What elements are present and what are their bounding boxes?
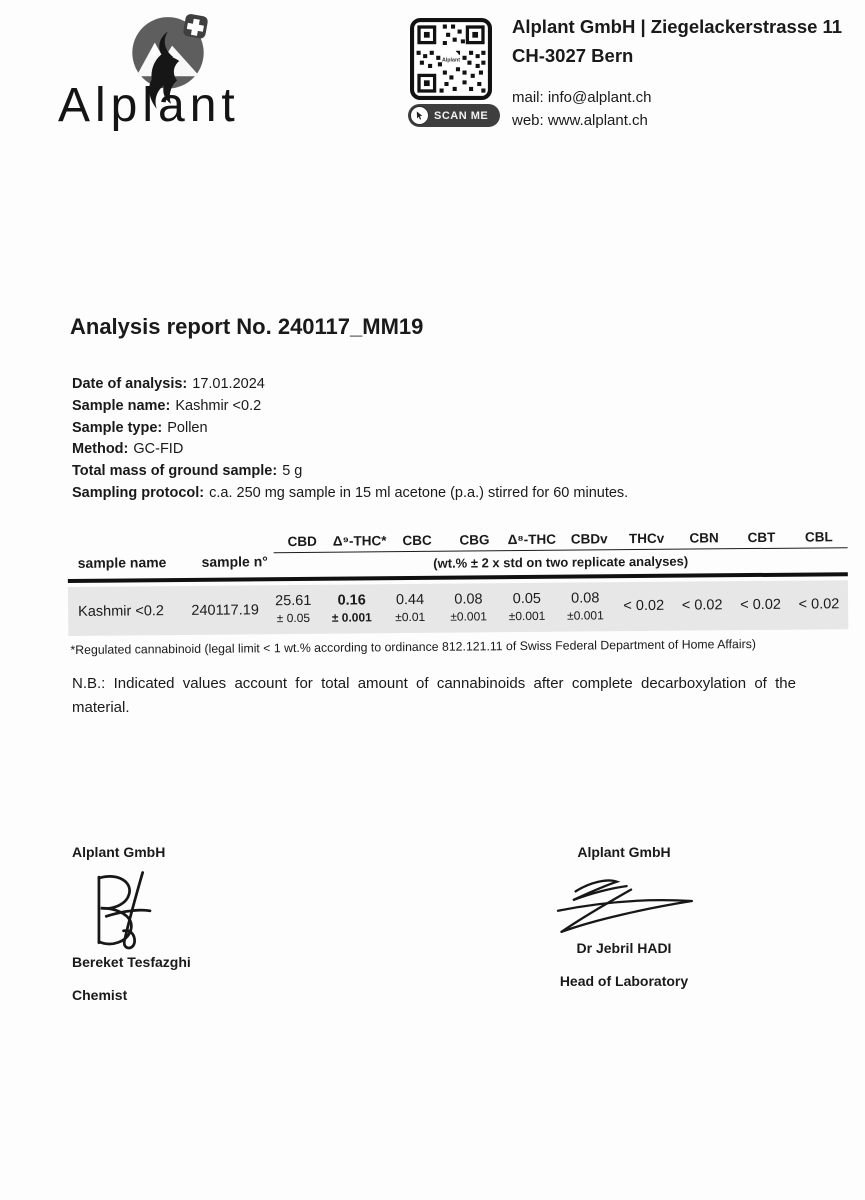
- head-of-laboratory-signature: [548, 872, 700, 938]
- company-city-line: CH-3027 Bern: [512, 45, 634, 67]
- detail-line: Sampling protocol: c.a. 250 mg sample in 15 ml acetone (p.a.) stirred for 60 minutes.: [72, 484, 629, 501]
- signature-block-chemist: [72, 844, 191, 1003]
- col-header-analyte: CBG: [459, 532, 490, 548]
- col-header-analyte: CBL: [804, 529, 833, 545]
- col-header-sample-no: sample n°: [201, 553, 268, 570]
- report-title: Analysis report No. 240117_MM19: [70, 314, 424, 339]
- signature-role: Head of Laboratory: [559, 973, 689, 989]
- detail-line: Method: GC-FID: [72, 441, 184, 458]
- cell-analyte-value: < 0.02: [740, 596, 781, 614]
- units-subheader: (wt.% ± 2 x std on two replicate analyses): [433, 553, 689, 571]
- chemist-signature: [86, 868, 172, 950]
- signature-company: Alplant GmbH: [72, 844, 166, 860]
- detail-line: Total mass of ground sample: 5 g: [72, 463, 303, 480]
- cell-analyte-value: < 0.02: [798, 596, 840, 613]
- analyte-header-area: [273, 529, 847, 577]
- cell-analyte-value: < 0.02: [681, 597, 723, 614]
- table-header: [67, 529, 847, 579]
- qr-code: [410, 18, 492, 100]
- col-header-analyte: CBD: [287, 533, 317, 550]
- cell-analyte-value: 0.08 ±0.001: [567, 590, 604, 623]
- detail-line: Sample type: Pollen: [72, 419, 208, 436]
- col-header-analyte: Δ⁹-THC*: [332, 533, 387, 549]
- company-contact-block: [512, 16, 842, 130]
- cell-analyte-value: 25.61 ± 0.05: [275, 593, 312, 626]
- report-details: [72, 374, 628, 505]
- col-header-analyte: CBN: [689, 530, 719, 546]
- signature-block-head-of-lab: [538, 844, 710, 989]
- cell-analyte-value: 0.05 ±0.001: [508, 591, 546, 624]
- cursor-icon: [410, 106, 429, 125]
- col-header-analyte: CBDv: [570, 531, 608, 547]
- col-header-analyte: CBC: [402, 532, 432, 549]
- cell-values: [264, 580, 848, 634]
- cell-analyte-value: 0.08 ±0.001: [450, 591, 487, 624]
- signature-role: Chemist: [72, 987, 128, 1003]
- nb-note: N.B.: Indicated values account for total amount of cannabinoids after complete decarboxylation of the material.: [72, 675, 796, 716]
- col-header-analyte: CBT: [747, 529, 776, 546]
- col-header-analyte: Δ⁸-THC: [507, 531, 557, 548]
- signature-name: Bereket Tesfazghi: [72, 954, 191, 970]
- signature-company: Alplant GmbH: [577, 844, 671, 860]
- cell-sample-name: Kashmir <0.2: [78, 602, 165, 620]
- signature-name: Dr Jebril HADI: [576, 940, 672, 956]
- col-header-analyte: THCv: [628, 530, 665, 547]
- scan-me-badge: [408, 104, 500, 127]
- cell-analyte-value: 0.44 ±0.01: [395, 592, 426, 625]
- col-header-sample-name: sample name: [77, 554, 167, 571]
- company-mail-line: mail: info@alplant.ch: [512, 89, 652, 107]
- company-web-line: web: www.alplant.ch: [512, 112, 648, 130]
- results-table: [67, 529, 848, 657]
- table-row: [68, 580, 848, 636]
- alplant-wordmark: Alplant: [58, 79, 240, 132]
- cell-sample-no: 240117.19: [191, 601, 259, 619]
- regulated-cannabinoid-footnote: *Regulated cannabinoid (legal limit < 1 wt.% according to ordinance 812.121.11 of Swiss Federal Department of Home Affairs): [70, 636, 756, 657]
- company-address-line: Alplant GmbH | Ziegelackerstrasse 11: [512, 16, 843, 37]
- scan-me-label: SCAN ME: [434, 109, 489, 122]
- detail-line: Sample name: Kashmir <0.2: [72, 397, 262, 414]
- cell-analyte-value: < 0.02: [623, 597, 665, 615]
- qr-center-label: Alplant: [441, 57, 461, 64]
- detail-line: Date of analysis: 17.01.2024: [72, 376, 265, 392]
- cell-analyte-value: 0.16 ± 0.001: [331, 592, 372, 625]
